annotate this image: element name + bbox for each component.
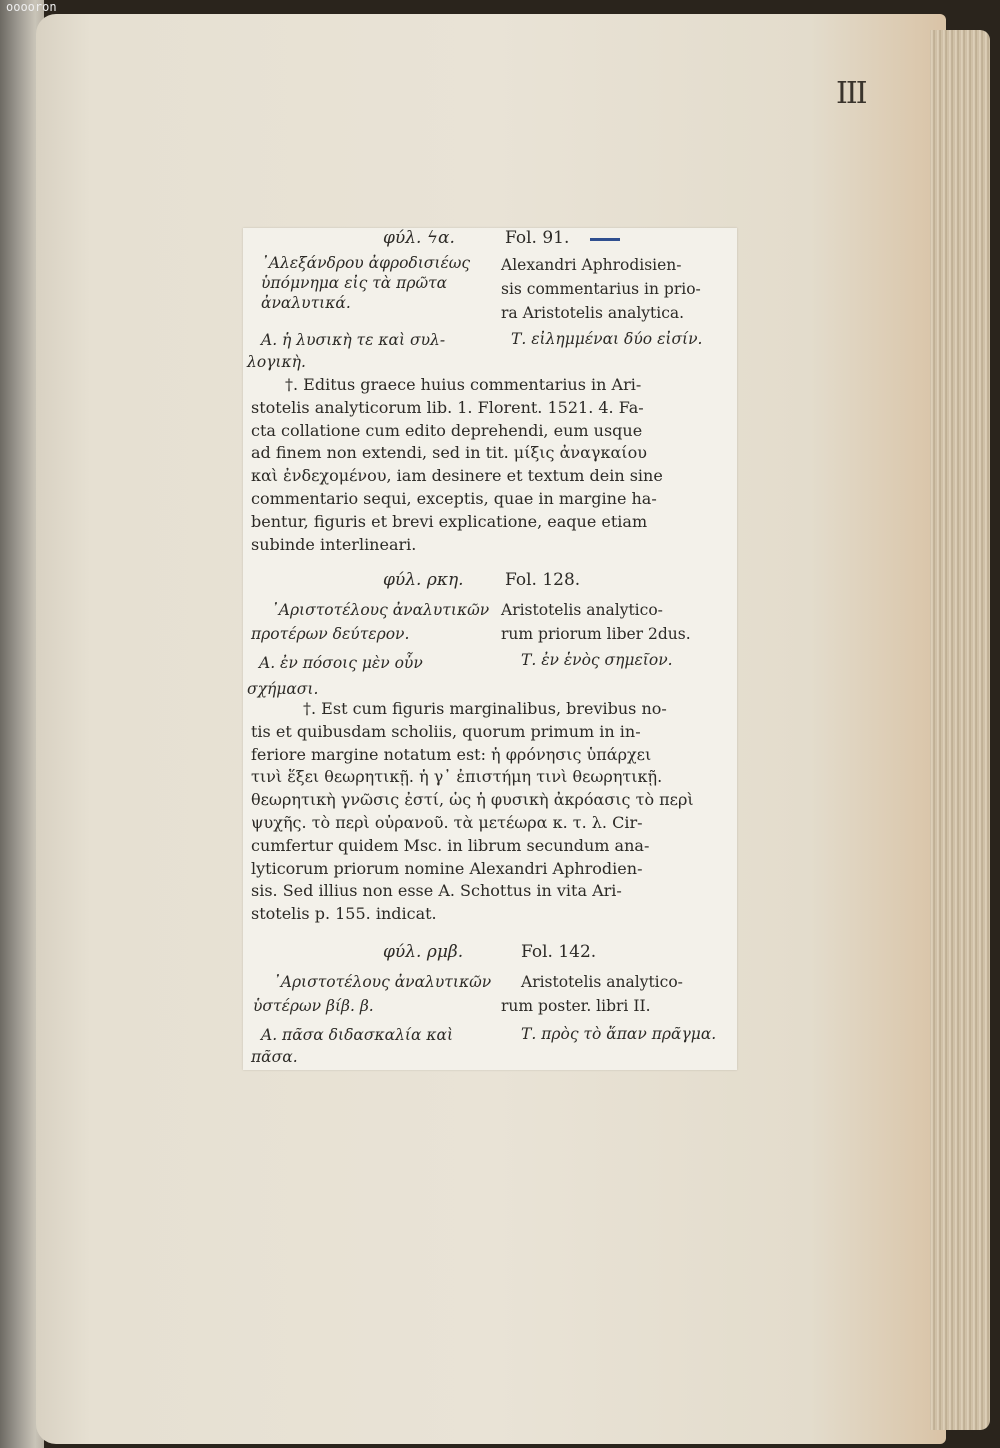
entry-3-latin-title: Aristotelis analytico- rum poster. libri II. bbox=[501, 973, 683, 1015]
entry-3-heading-fol: Fol. 142. bbox=[521, 942, 597, 962]
entry-1-heading-greek: φύλ. ϟα. bbox=[383, 228, 455, 248]
entry-2-greek-title: ᾿Αριστοτέλους ἀναλυτικῶν προτέρων δεύτερον. bbox=[251, 601, 490, 643]
entry-1-explicit: Τ. εἰλημμέναι δύο εἰσίν. bbox=[511, 330, 703, 348]
entry-1-latin-title: Alexandri Aphrodisien- sis commentarius in prio- ra Aristotelis analytica. bbox=[501, 256, 701, 322]
entry-1-incipit: Α. ἡ λυσικὴ τε καὶ συλ- λογικὴ. bbox=[247, 331, 446, 371]
entry-2-explicit: Τ. ἐν ἑνὸς σημεῖον. bbox=[521, 651, 673, 669]
page-fore-edge bbox=[930, 30, 990, 1430]
blue-pencil-mark bbox=[590, 238, 620, 241]
entry-1-note: †. Editus graece huius commentarius in Ari- stotelis analyticorum lib. 1. Florent. 1521. 4. Fa- cta collatione cum edito deprehendi, eum usque ad finem non extendi, sed in tit. μίξις ἀναγκαίου καὶ ἐνδεχομένου, iam desinere et textum dein sine commentario sequi, exceptis, quae in margine ha- bentur, figuris et brevi explicatione, eaque etiam subinde interlineari. bbox=[251, 375, 663, 554]
entry-2-incipit: Α. ἐν πόσοις μὲν οὖν σχήμασι. bbox=[247, 654, 423, 698]
entry-3-heading-greek: φύλ. ρμβ. bbox=[383, 942, 464, 962]
entry-3-explicit: Τ. πρὸς τὸ ἅπαν πρᾶγμα. bbox=[521, 1025, 717, 1043]
entry-1-heading-fol: Fol. 91. bbox=[505, 228, 570, 248]
entry-2-latin-title: Aristotelis analytico- rum priorum liber 2dus. bbox=[501, 601, 691, 643]
entry-2-note: †. Est cum figuris marginalibus, brevibus no- tis et quibusdam scholiis, quorum primum in in- feriore margine notatum est: ἡ φρόνησις ὑπάρχει τινὶ ἕξει θεωρητικῇ. ἡ γ᾽ ἐπιστήμη τινὶ θεωρητικῇ. θεωρητικὴ γνῶσις ἐστί, ὡς ἡ φυσικὴ ἀκρόασις τὸ περὶ ψυχῆς. τὸ περὶ οὐρανοῦ. τὰ μετέωρα κ. τ. λ. Cir- cumfertur quidem Msc. in librum secundum ana- lyticorum priorum nomine Alexandri Aphrodien- sis. Sed illius non esse A. Schottus in vita Ari- stotelis p. 155. indicat. bbox=[251, 699, 694, 924]
entry-3-greek-title: ᾿Αριστοτέλους ἀναλυτικῶν ὑστέρων βίβ. β. bbox=[253, 973, 492, 1015]
entry-3-incipit: Α. πᾶσα διδασκαλία καὶ πᾶσα. bbox=[251, 1026, 454, 1066]
entry-1-greek-title: ᾿Αλεξάνδρου ἀφροδισιέως ὑπόμνημα εἰς τὰ πρῶτα ἀναλυτικά. bbox=[261, 254, 471, 312]
left-page-corner-text: ooooron bbox=[6, 0, 57, 14]
entry-2-heading-greek: φύλ. ρκη. bbox=[383, 570, 464, 590]
folio-number: III bbox=[836, 76, 866, 111]
entry-2-heading-fol: Fol. 128. bbox=[505, 570, 581, 590]
pasted-catalog-slip bbox=[243, 228, 737, 1070]
